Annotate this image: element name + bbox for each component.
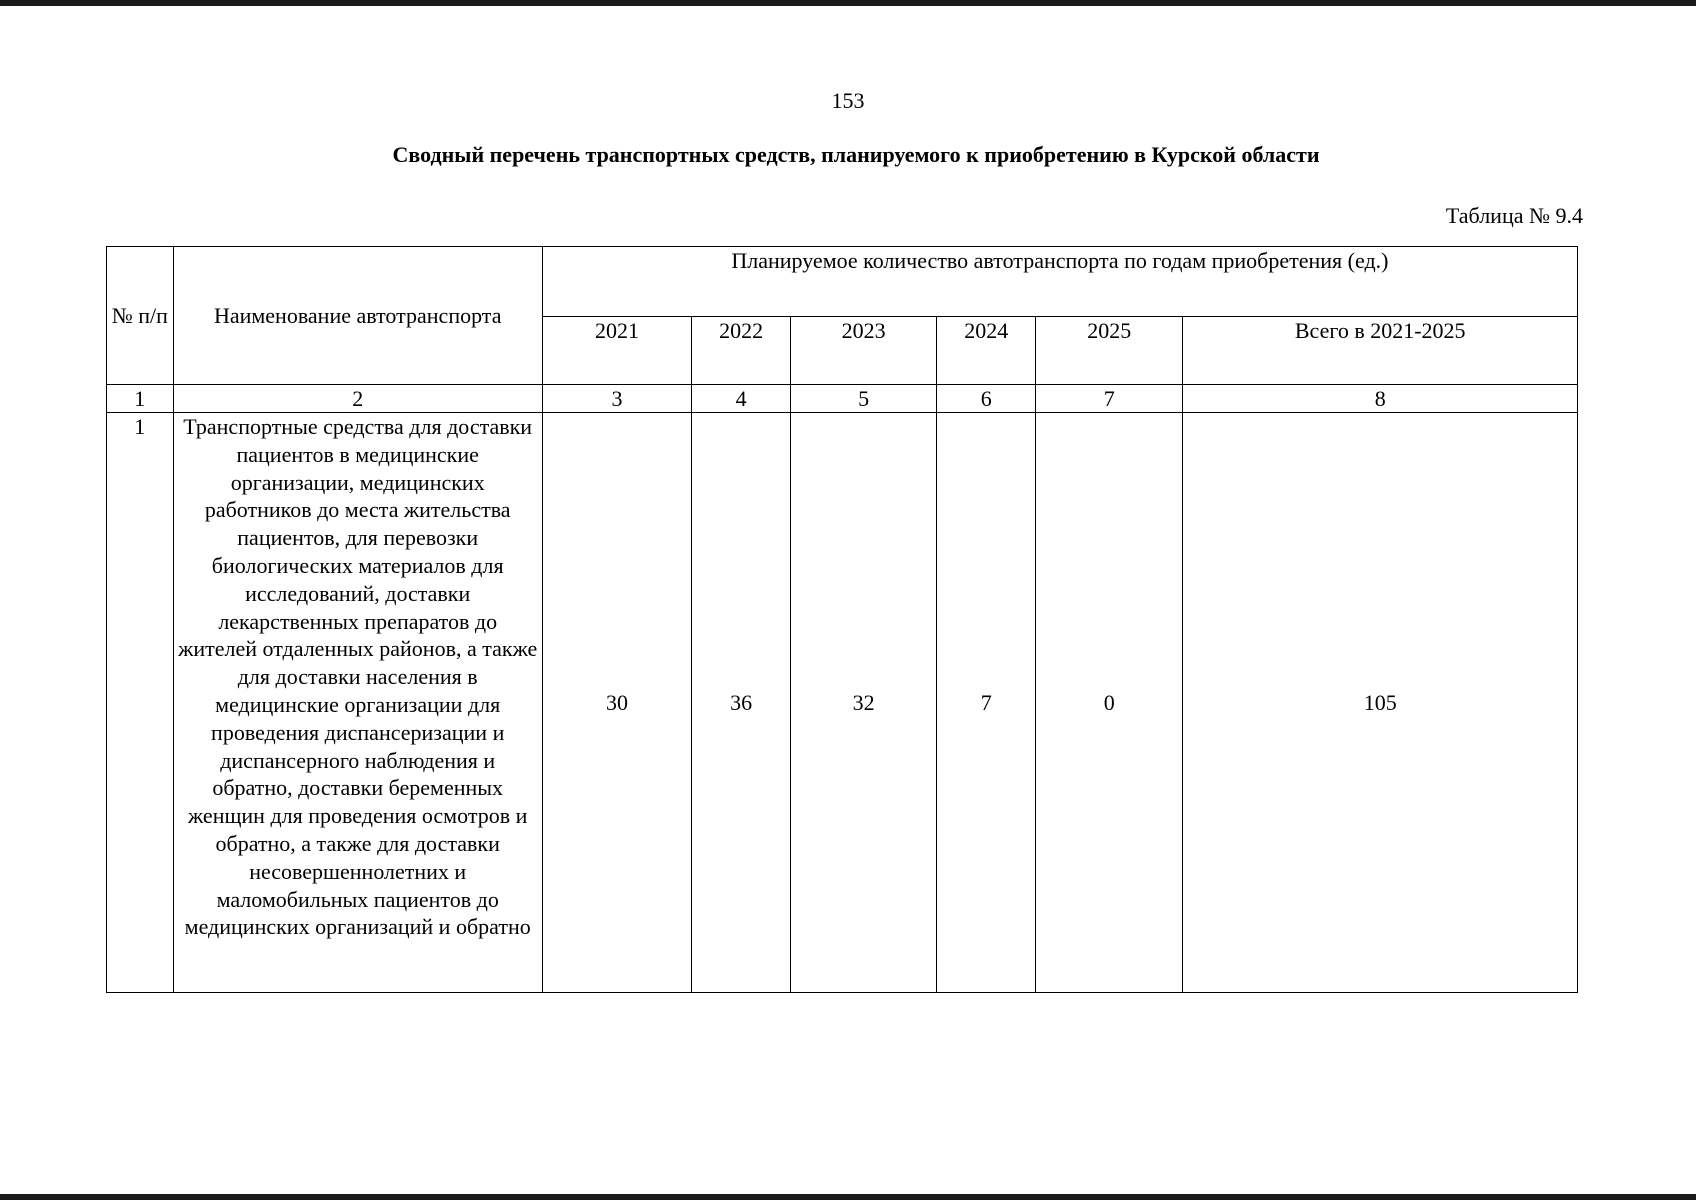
column-index-row — [107, 385, 1578, 413]
scan-border-top — [0, 0, 1696, 6]
table-label: Таблица № 9.4 — [1445, 203, 1583, 228]
value-2021: 30 — [542, 413, 691, 993]
row-number: 1 — [107, 413, 174, 993]
vehicle-purchase-table — [106, 246, 1578, 993]
column-index-cell: 2 — [173, 385, 542, 413]
header-row-group — [107, 247, 1578, 317]
column-index-cell: 5 — [791, 385, 937, 413]
column-index-cell: 7 — [1036, 385, 1183, 413]
page-number: 153 — [831, 88, 865, 113]
header-year-2022: 2022 — [692, 317, 791, 385]
value-2023: 32 — [791, 413, 937, 993]
header-year-2025: 2025 — [1036, 317, 1183, 385]
value-2022: 36 — [692, 413, 791, 993]
column-index-cell: 1 — [107, 385, 174, 413]
document-title: Сводный перечень транспортных средств, планируемого к приобретению в Курской области — [392, 142, 1320, 167]
value-total: 105 — [1183, 413, 1578, 993]
column-index-cell: 3 — [542, 385, 691, 413]
column-index-cell: 4 — [692, 385, 791, 413]
header-year-2023: 2023 — [791, 317, 937, 385]
header-group-planned-quantity: Планируемое количество автотранспорта по годам приобретения (ед.) — [542, 247, 1577, 317]
vehicle-description: Транспортные средства для доставки пациентов в медицинские организации, медицинских работников до места жительства пациентов, для перевозки биологических материалов для исследований, доставки лекарственных препаратов до жителей отдаленных районов, а также для доставки населения в медицинские организации для проведения диспансеризации и диспансерного наблюдения и обратно, доставки беременных женщин для проведения осмотров и обратно, а также для доставки несовершеннолетних и маломобильных пациентов до медицинских организаций и обратно — [173, 413, 542, 993]
value-2024: 7 — [937, 413, 1036, 993]
header-num: № п/п — [107, 247, 174, 385]
header-name: Наименование автотранспорта — [173, 247, 542, 385]
header-total: Всего в 2021-2025 — [1183, 317, 1578, 385]
value-2025: 0 — [1036, 413, 1183, 993]
table-row — [107, 413, 1578, 993]
header-year-2024: 2024 — [937, 317, 1036, 385]
column-index-cell: 8 — [1183, 385, 1578, 413]
scan-border-bottom — [0, 1194, 1696, 1200]
header-year-2021: 2021 — [542, 317, 691, 385]
column-index-cell: 6 — [937, 385, 1036, 413]
